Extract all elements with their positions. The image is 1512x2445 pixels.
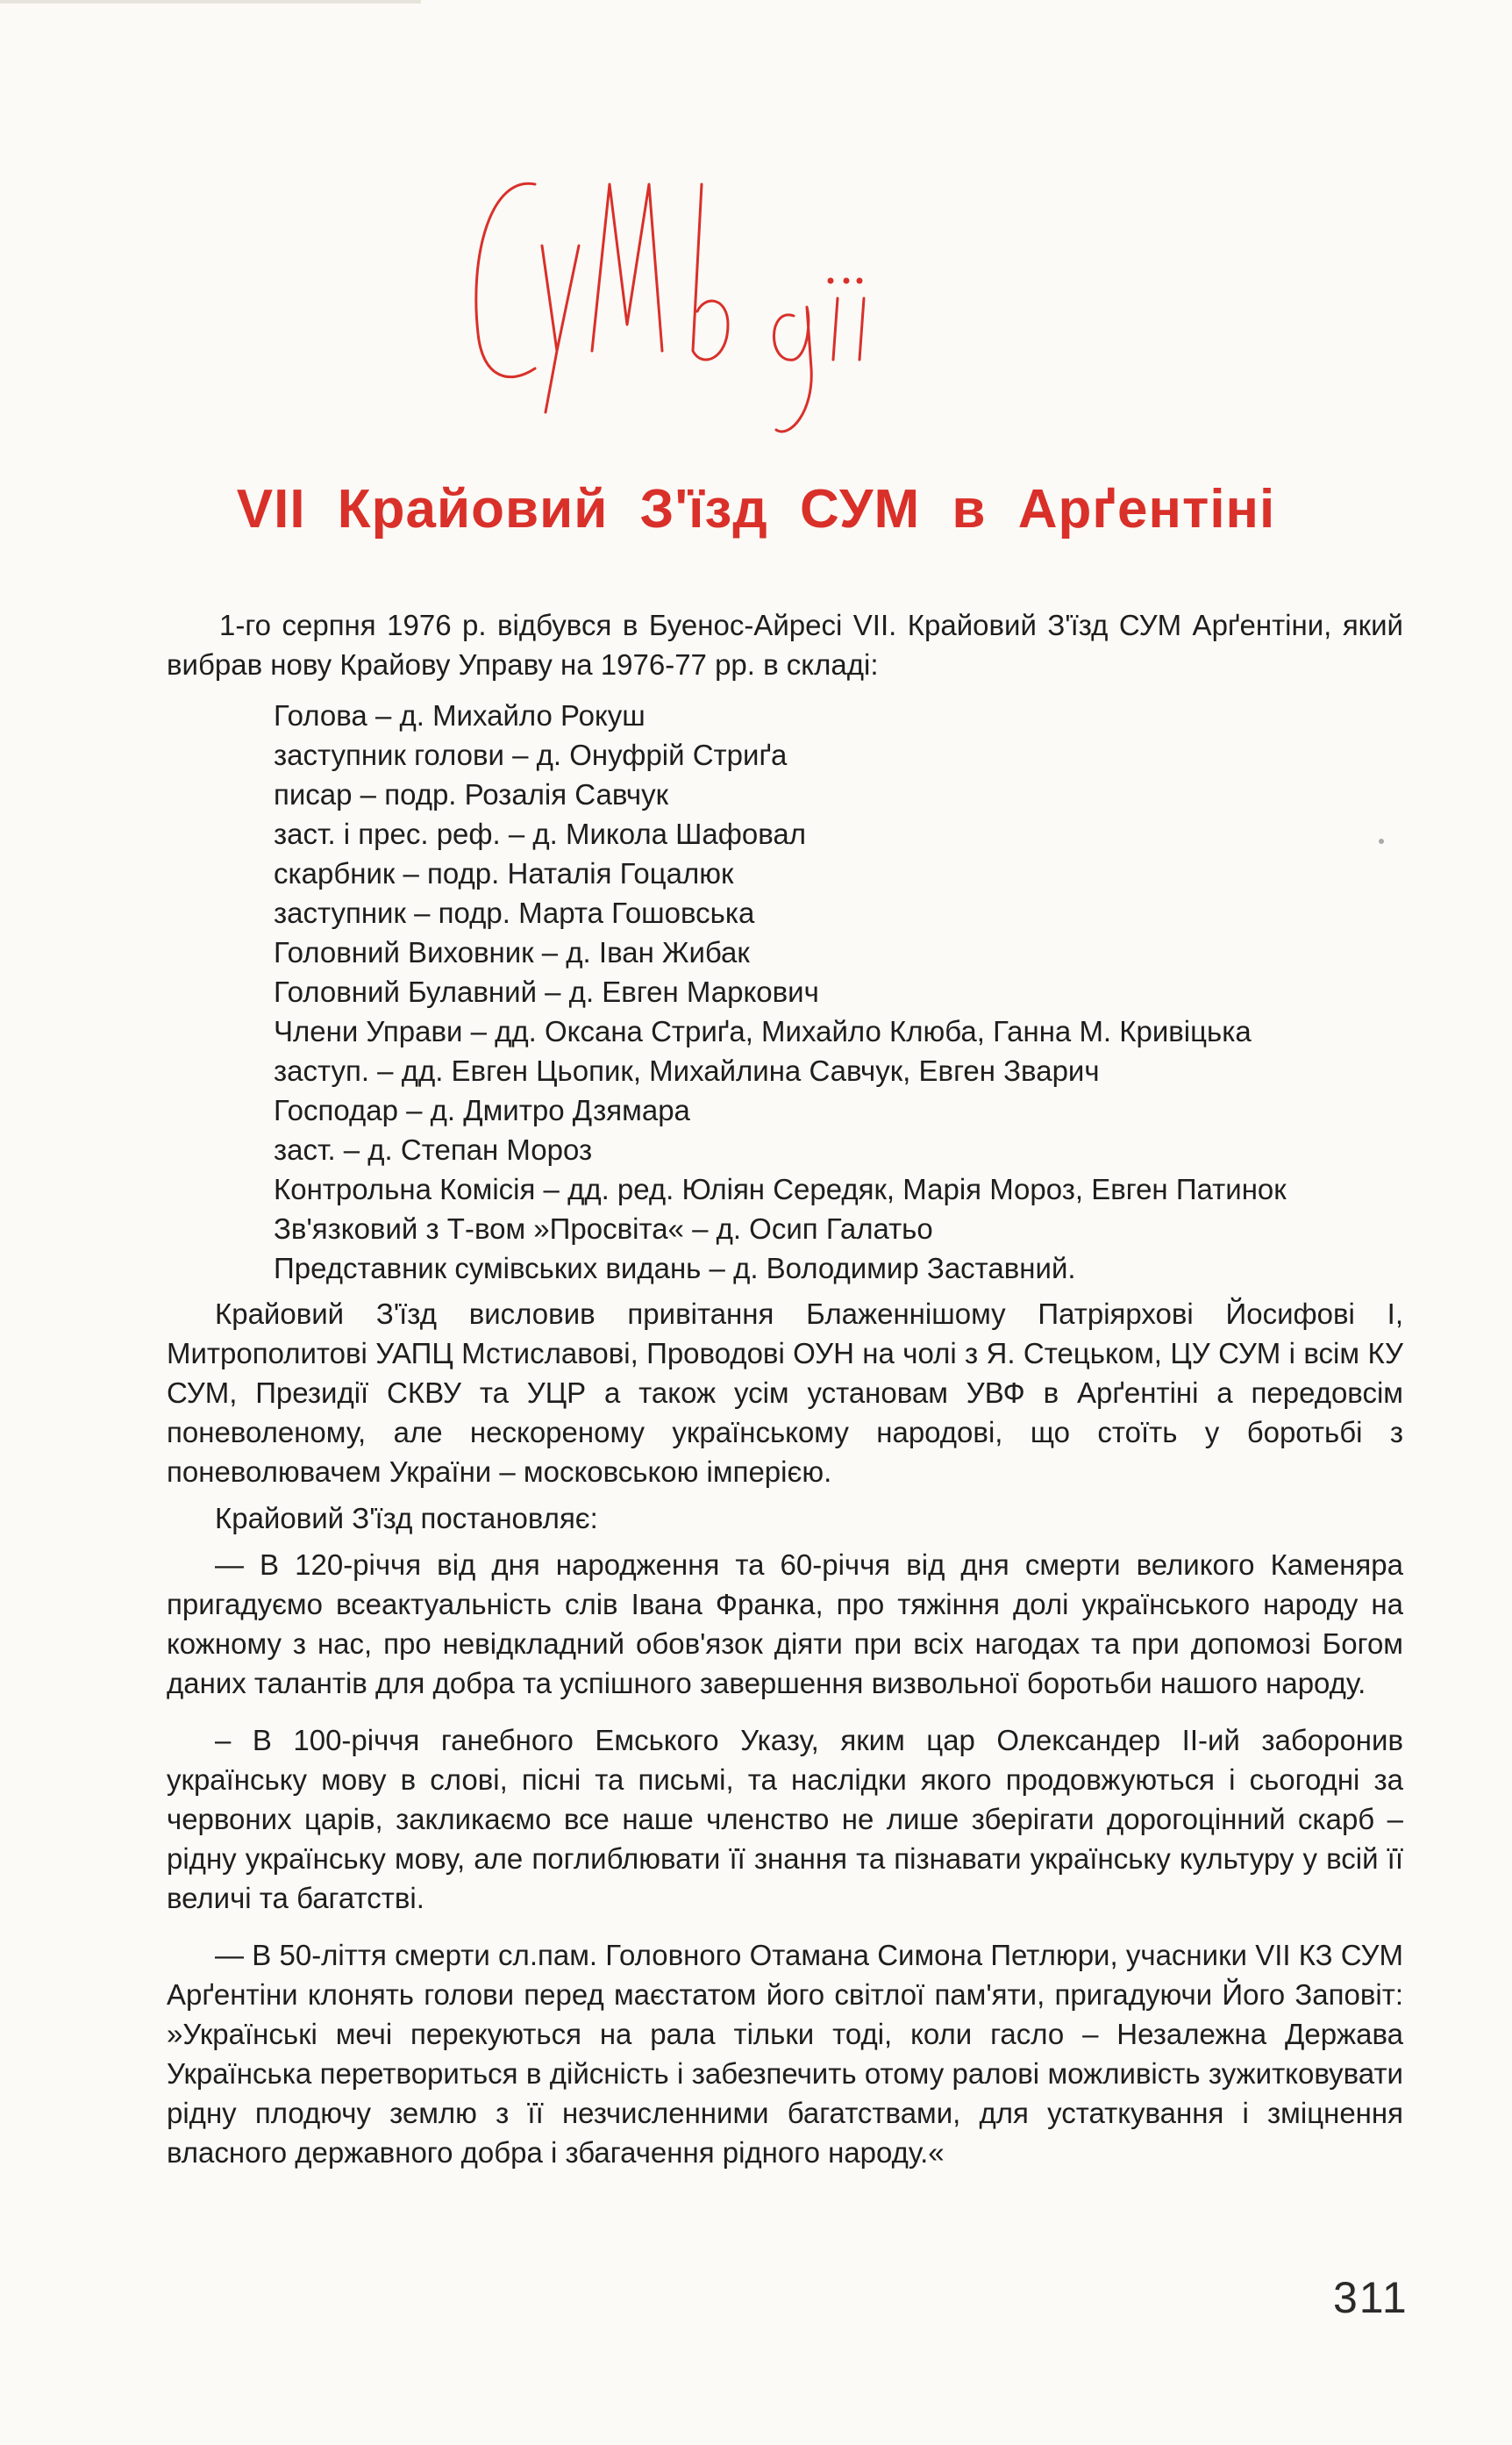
- article-title: VII Крайовий З'їзд СУМ в Арґентіні: [236, 479, 1276, 540]
- roster-line: Головний Булавний – д. Евген Маркович: [274, 976, 819, 1008]
- resolution-franko: — В 120-річчя від дня народження та 60-річчя від дня смерти великого Каменяра пригадуємо всеактуальність слів Івана Франка, про тяжіння долі українського народу на кожному з нас, про невідкладний обов'язок діяти при всіх нагодах та при допомозі Богом даних талантів для добра та успішного завершення визвольної боротьби нашого народу.: [167, 1548, 1403, 1699]
- roster-line: заступник – подр. Марта Гошовська: [274, 897, 755, 929]
- roster-line: Господар – д. Дмитро Дзямара: [274, 1094, 690, 1126]
- roster-line: писар – подр. Розалія Савчук: [274, 778, 669, 811]
- roster-line: заступ. – дд. Евген Цьопик, Михайлина Савчук, Евген Зварич: [274, 1054, 1100, 1087]
- letter-u-stroke: [542, 246, 579, 412]
- roster-line: Контрольна Комісія – дд. ред. Юліян Середяк, Марія Мороз, Евген Патинок: [274, 1173, 1287, 1205]
- roster-line: Представник сумівських видань – д. Володимир Заставний.: [274, 1252, 1076, 1284]
- roster-line: Головний Виховник – д. Іван Жибак: [274, 936, 750, 969]
- roster-line: заступник голови – д. Онуфрій Стриґа: [274, 739, 788, 771]
- resolution-intro: Крайовий З'їзд постановляє:: [215, 1502, 598, 1534]
- roster-line: Голова – д. Михайло Рокуш: [274, 699, 645, 732]
- print-speck: [1379, 839, 1384, 844]
- intro-paragraph: 1-го серпня 1976 р. відбувся в Буенос-Айресі VII. Крайовий З'їзд СУМ Арґентіни, який вибрав нову Крайову Управу на 1976-77 рр. в складі:: [167, 609, 1403, 681]
- letter-v-stroke: [693, 184, 728, 360]
- resolution-ems-decree: – В 100-річчя ганебного Емського Указу, яким цар Олександер ІІ-ий заборонив українську мову в слові, пісні та письмі, та наслідки якого продовжуються і сьогодні за червоних царів, закликаємо все наше членство не лише зберігати дорогоцінний скарб – рідну українську мову, але поглиблювати її знання та пізнавати українську культуру у всій її величі та багатстві.: [167, 1724, 1403, 1914]
- board-roster: [274, 696, 1287, 1288]
- roster-line: скарбник – подр. Наталія Гоцалюк: [274, 857, 734, 890]
- roster-line: Зв'язковий з Т-вом »Просвіта« – д. Осип Галатьо: [274, 1212, 933, 1245]
- roster-line: заст. – д. Степан Мороз: [274, 1133, 593, 1166]
- resolution-petliura: — В 50-ліття смерти сл.пам. Головного Отамана Симона Петлюри, учасники VII КЗ СУМ Арґентіни клонять голови перед маєстатом його світлої пам'яти, пригадуючи Його Заповіт: »Українські мечі перекуються на рала тільки тоді, коли гасло – Незалежна Держава Українська перетвориться в дійсність і забезпечить отому ралові можливість зужитковувати рідну плодючу землю з її незчисленними багатствами, для устаткування і зміцнення власного державного добра і збагачення рідного народу.«: [167, 1939, 1403, 2169]
- intro-section: [167, 605, 1403, 684]
- roster-line: заст. і прес. реф. – д. Микола Шафовал: [274, 818, 807, 850]
- roster-line: Члени Управи – дд. Оксана Стриґа, Михайло Клюба, Ганна М. Кривіцька: [274, 1015, 1252, 1047]
- letter-d-stroke: [774, 307, 812, 432]
- greetings-paragraph: Крайовий З'їзд висловив привітання Блаженнішому Патріярхові Йосифові І, Митрополитові УАПЦ Мстиславові, Проводові ОУН на чолі з Я. Стецьком, ЦУ СУМ і всім КУ СУМ, Президії СКВУ та УЦР а також усім установам УВФ в Арґентіні а передовсім поневоленому, але нескореному українському народові, що стоїть у боротьбі з поневолювачем України – московською імперією.: [167, 1298, 1403, 1488]
- letter-s-stroke: [476, 183, 535, 376]
- handwritten-title-art: [439, 149, 982, 483]
- resolutions-section: [167, 1294, 1403, 2179]
- page-edge-rule: [0, 0, 421, 4]
- letter-i-stroke: [833, 298, 864, 360]
- letter-m-stroke: [592, 184, 662, 351]
- page-number: 311: [1333, 2273, 1409, 2322]
